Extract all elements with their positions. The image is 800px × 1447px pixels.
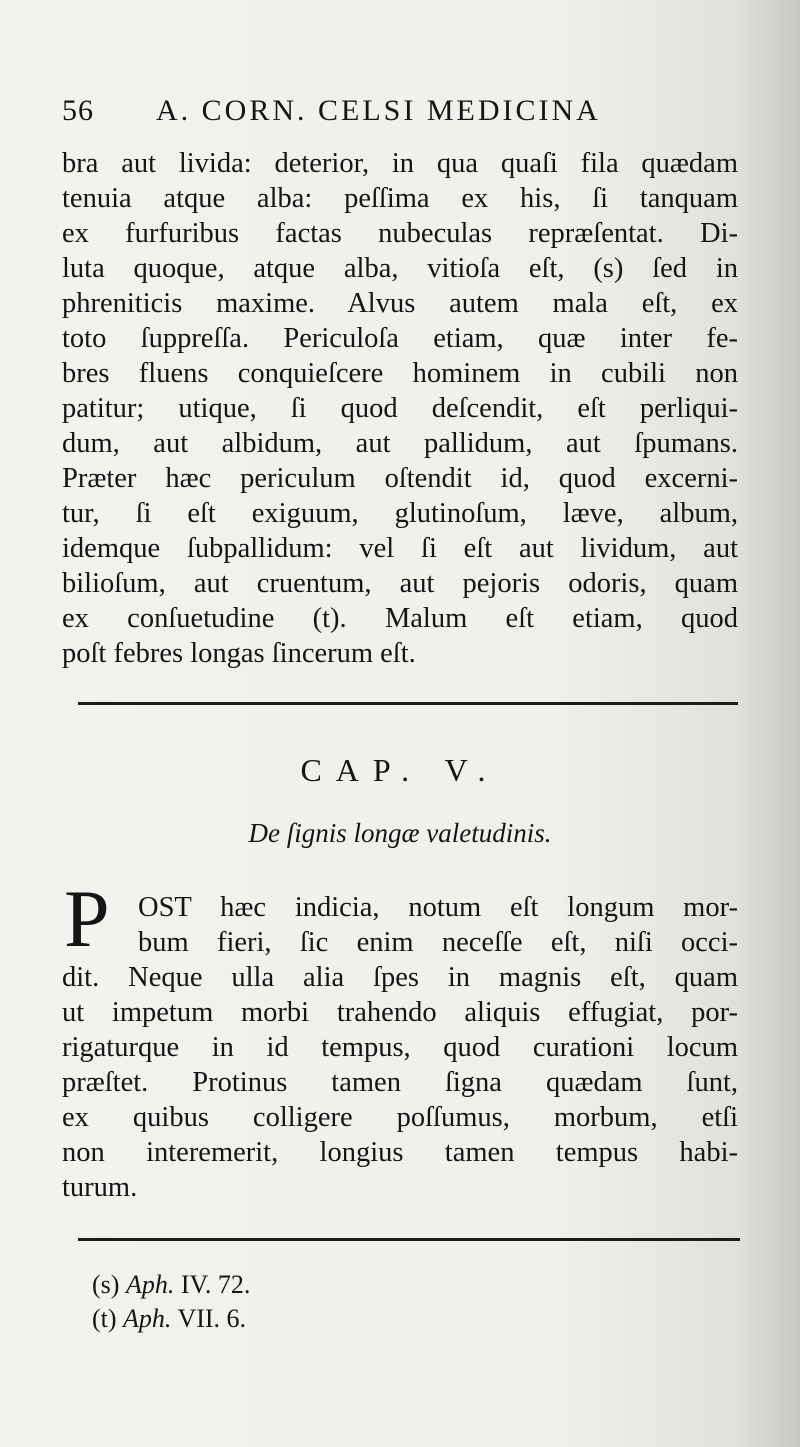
text-line: bum fieri, ſic enim neceſſe eſt, niſi occi- [138,927,738,958]
section-divider [78,702,738,705]
chapter-text [62,960,738,1205]
page-header [62,94,752,140]
drop-cap: P [64,873,110,964]
text-line: luta quoque, atque alba, vitioſa eſt, (s) ſed in [62,253,738,284]
text-line: non interemerit, longius tamen tempus habi- [62,1137,738,1168]
chapter-text-indented [138,890,738,960]
page-number: 56 [62,94,94,127]
chapter-subtitle: De ſignis longæ valetudinis. [248,818,552,848]
text-line: dit. Neque ulla alia ſpes in magnis eſt, quam [62,962,738,993]
text-line: OST hæc indicia, notum eſt longum mor- [138,892,738,923]
running-title: A. CORN. CELSI MEDICINA [156,94,601,127]
footnotes [92,1268,250,1336]
chapter-heading: CAP. V. [300,752,500,788]
text-line: ut impetum morbi trahendo aliquis effugiat, por- [62,997,738,1028]
text-line: ex quibus colligere poſſumus, morbum, etſi [62,1102,738,1133]
footnote-loc: IV. 72. [180,1270,251,1299]
text-line: dum, aut albidum, aut pallidum, aut ſpumans. [62,428,738,459]
text-line: rigaturque in id tempus, quod curationi locum [62,1032,738,1063]
text-line: bra aut livida: deterior, in qua quaſi fila quædam [62,148,738,179]
text-line: bres fluens conquieſcere hominem in cubili non [62,358,738,389]
text-line: tenuia atque alba: peſſima ex his, ſi tanquam [62,183,738,214]
footnote-mark: (t) [92,1304,117,1333]
text-line: poſt febres longas ſincerum eſt. [62,638,416,669]
footnote-ref: Aph. [123,1304,172,1333]
text-line: turum. [62,1172,138,1203]
text-line: toto ſuppreſſa. Periculoſa etiam, quæ inter fe- [62,323,738,354]
footnote-divider [78,1238,740,1241]
text-line: bilioſum, aut cruentum, aut pejoris odoris, quam [62,568,738,599]
footnote-ref: Aph. [125,1270,175,1299]
text-line: ex conſuetudine (t). Malum eſt etiam, quod [62,603,738,634]
footnote-mark: (s) [92,1270,120,1299]
text-line: præſtet. Protinus tamen ſigna quædam ſunt, [62,1067,738,1098]
text-line: Præter hæc periculum oſtendit id, quod excerni- [62,463,738,494]
text-line: ex furfuribus factas nubeculas repræſentat. Di- [62,218,738,249]
text-line: patitur; utique, ſi quod deſcendit, eſt perliqui- [62,393,738,424]
footnote-loc: VII. 6. [177,1304,247,1333]
text-line: phreniticis maxime. Alvus autem mala eſt, ex [62,288,738,319]
footnote [92,1268,250,1302]
footnote [92,1302,250,1336]
body-text [62,146,738,671]
text-line: idemque ſubpallidum: vel ſi eſt aut lividum, aut [62,533,738,564]
text-line: tur, ſi eſt exiguum, glutinoſum, læve, album, [62,498,738,529]
